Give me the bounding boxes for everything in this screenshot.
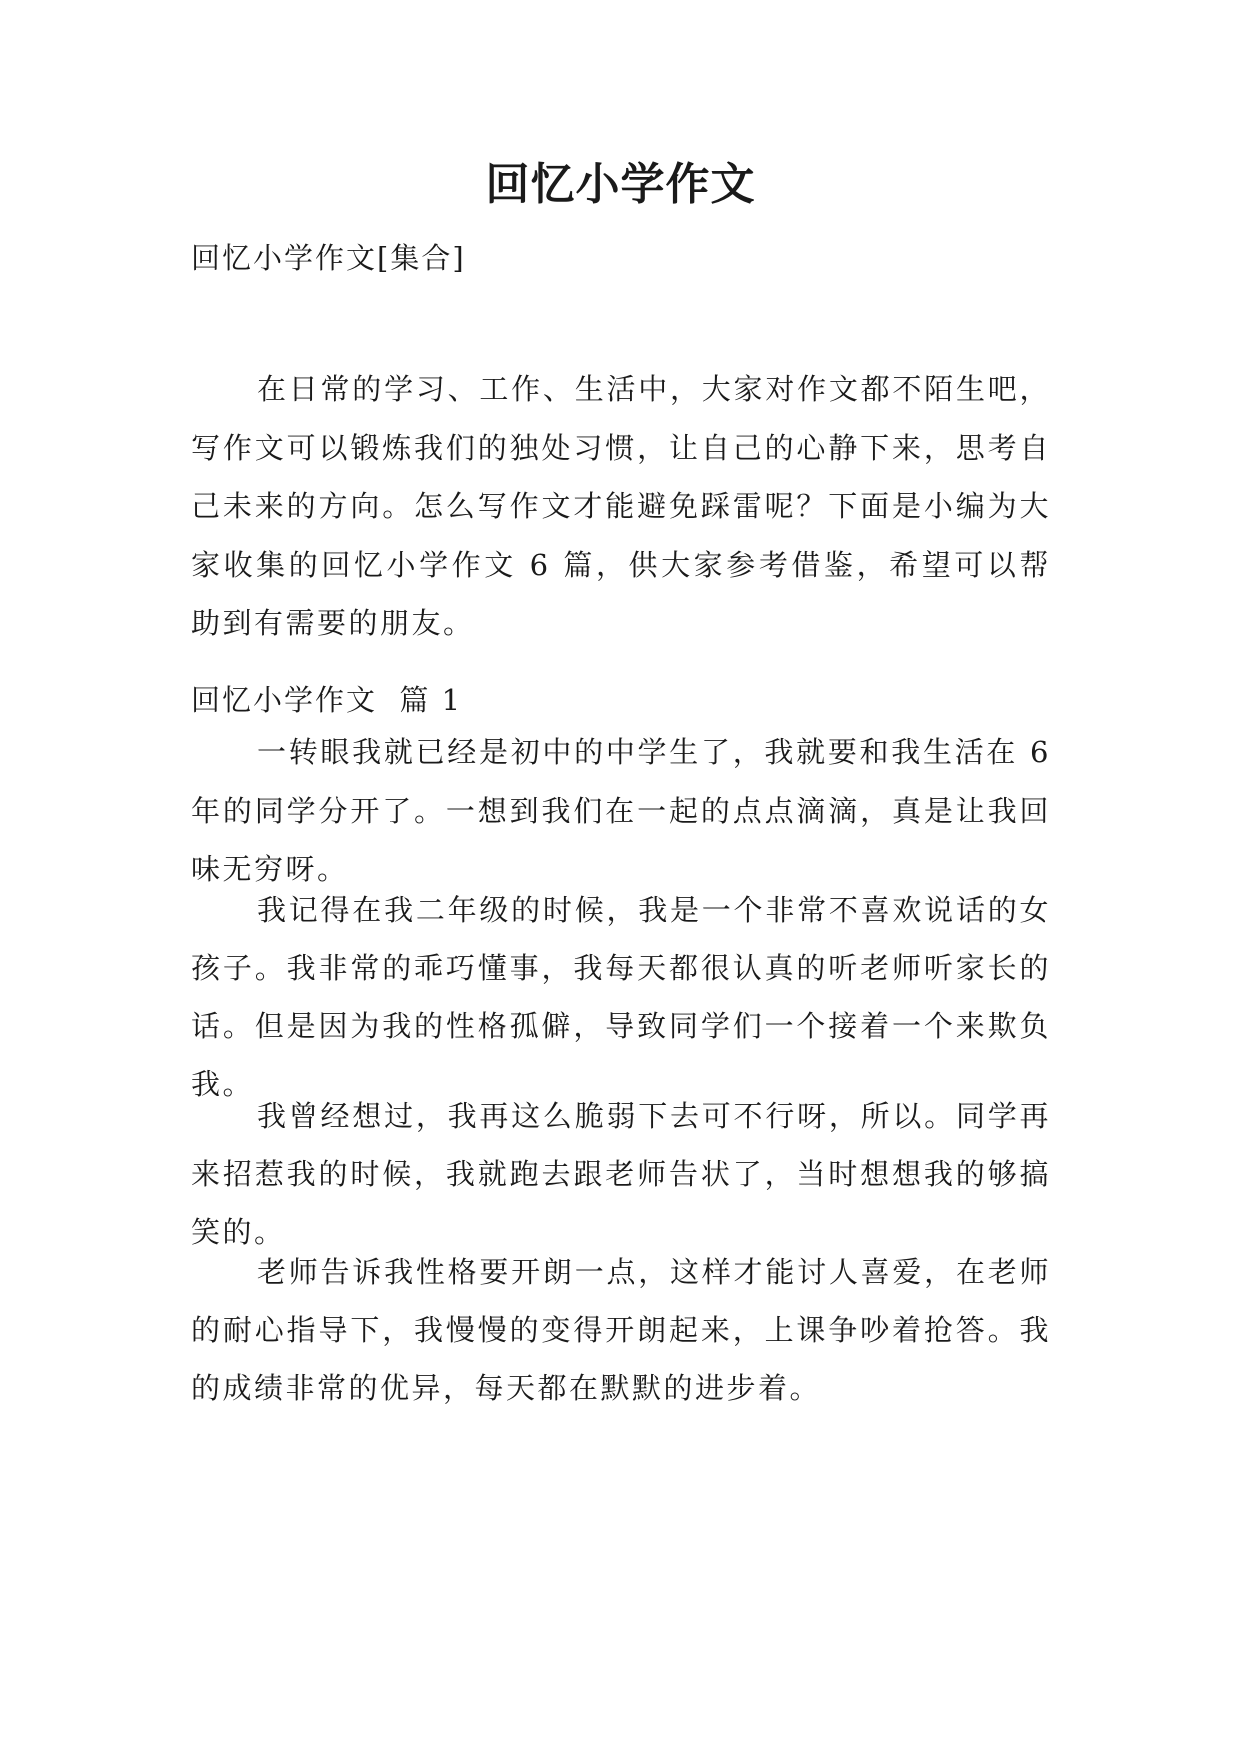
body-paragraph-2: 我记得在我二年级的时候，我是一个非常不喜欢说话的女孩子。我非常的乖巧懂事，我每天都很认真的听老师听家长的话。但是因为我的性格孤僻，导致同学们一个接着一个来欺负我。	[191, 893, 1051, 1101]
intro-paragraph: 在日常的学习、工作、生活中，大家对作文都不陌生吧，写作文可以锻炼我们的独处习惯，让自己的心静下来，思考自己未来的方向。怎么写作文才能避免踩雷呢？下面是小编为大家收集的回忆小学作文 6 篇，供大家参考借鉴，希望可以帮助到有需要的朋友。	[191, 372, 1051, 640]
document-title: 回忆小学作文	[485, 159, 756, 210]
body-paragraph-4: 老师告诉我性格要开朗一点，这样才能讨人喜爱，在老师的耐心指导下，我慢慢的变得开朗起来，上课争吵着抢答。我的成绩非常的优异，每天都在默默的进步着。	[191, 1255, 1051, 1405]
document-subtitle: 回忆小学作文[集合]	[191, 241, 466, 275]
body-paragraph-1: 一转眼我就已经是初中的中学生了，我就要和我生活在 6 年的同学分开了。一想到我们在一起的点点滴滴，真是让我回味无穷呀。	[191, 735, 1051, 886]
body-paragraph-3: 我曾经想过，我再这么脆弱下去可不行呀，所以。同学再来招惹我的时候，我就跑去跟老师告状了，当时想想我的够搞笑的。	[191, 1099, 1051, 1249]
section-heading: 回忆小学作文 篇 1	[191, 683, 463, 717]
